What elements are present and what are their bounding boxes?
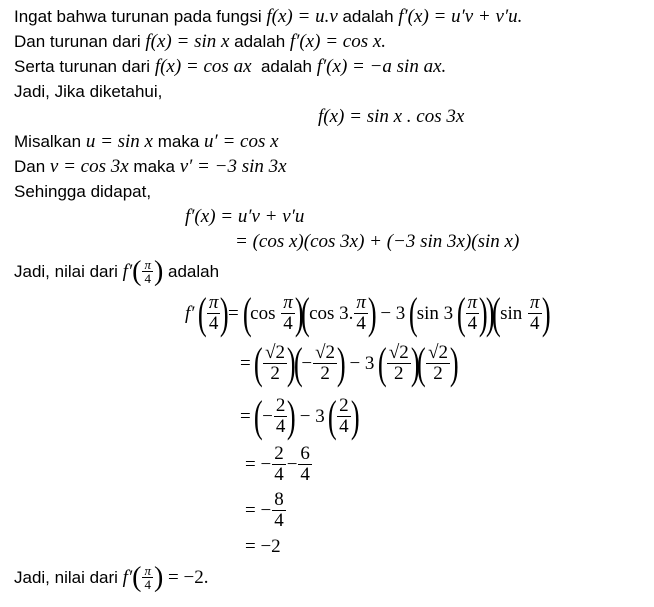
- math: f′(x) = −a sin ax.: [316, 56, 447, 77]
- math: f′: [122, 260, 133, 282]
- text: adalah: [229, 32, 290, 51]
- math: f(x) = sin x: [145, 31, 230, 52]
- math: cos 3.: [309, 302, 354, 324]
- paren: ): [286, 338, 296, 388]
- num: π: [530, 292, 540, 313]
- fraction: [272, 444, 286, 485]
- math: f(x) = u.v: [266, 6, 338, 27]
- num: 2: [274, 443, 284, 464]
- den: 4: [144, 271, 151, 286]
- line-conclusion: [14, 561, 209, 593]
- paren: (: [254, 391, 264, 441]
- num: 2: [339, 395, 349, 416]
- den: 2: [394, 363, 404, 384]
- derivative-expanded: = (cos x)(cos 3x) + (−3 sin 3x)(sin x): [235, 231, 520, 252]
- den: 2: [433, 363, 443, 384]
- num: π: [144, 563, 151, 578]
- math: v′ = −3 sin 3x: [179, 156, 287, 177]
- num: π: [208, 292, 219, 313]
- paren: ): [220, 288, 230, 338]
- paren: (: [328, 391, 338, 441]
- den: 2: [270, 363, 280, 384]
- den: 2: [320, 363, 330, 384]
- math: − 3: [295, 405, 330, 427]
- math: f′: [185, 302, 200, 324]
- step-1: [185, 288, 551, 338]
- num: 6: [300, 443, 310, 464]
- given-function: f(x) = sin x . cos 3x: [318, 106, 465, 127]
- derivative-formula: f′(x) = u′v + v′u: [185, 206, 305, 227]
- fraction: [354, 293, 368, 334]
- paren: ): [541, 288, 551, 338]
- den: 4: [274, 464, 284, 485]
- paren: ): [294, 288, 304, 338]
- text: adalah: [163, 261, 220, 281]
- den: 4: [467, 313, 478, 334]
- num: π: [144, 257, 151, 272]
- fraction: [142, 564, 153, 591]
- text: maka: [153, 132, 205, 151]
- fraction: [313, 343, 337, 384]
- paren: (: [408, 288, 418, 338]
- text: Dan turunan dari: [14, 32, 146, 51]
- num: π: [356, 292, 366, 313]
- line-let-v: [14, 156, 287, 178]
- num: 2: [275, 395, 286, 416]
- num: 8: [274, 489, 284, 510]
- den: 4: [144, 577, 151, 592]
- paren: ): [350, 391, 360, 441]
- step-5: [245, 490, 287, 531]
- paren: (: [378, 338, 387, 388]
- fraction: [207, 293, 221, 334]
- paren: (: [293, 338, 303, 388]
- den: 4: [339, 416, 349, 437]
- den: 4: [275, 416, 286, 437]
- paren: (: [132, 561, 142, 593]
- fraction: [263, 343, 287, 384]
- text: adalah: [251, 57, 317, 76]
- math: cos: [250, 302, 281, 324]
- math: −: [286, 453, 298, 475]
- text: Serta turunan dari: [14, 57, 155, 76]
- paren: ): [449, 338, 459, 388]
- line-thus: Sehingga didapat,: [14, 182, 152, 201]
- text: adalah: [337, 7, 399, 26]
- paren: ): [479, 288, 488, 338]
- paren: (: [242, 288, 252, 338]
- num: √2: [265, 342, 286, 363]
- line-evaluate: [14, 255, 220, 287]
- text: Misalkan: [14, 132, 86, 151]
- den: 4: [208, 313, 219, 334]
- paren: (: [492, 288, 502, 338]
- math: u′ = cos x: [204, 131, 279, 152]
- math: = −2.: [163, 566, 209, 588]
- fraction: [466, 293, 480, 334]
- den: 4: [356, 313, 366, 334]
- fraction: [387, 343, 411, 384]
- line-let-u: [14, 131, 279, 153]
- line-sin-derivative: [14, 31, 386, 53]
- step-3: [240, 391, 360, 441]
- paren: (: [301, 288, 311, 338]
- fraction: [298, 444, 312, 485]
- fraction: [426, 343, 450, 384]
- num: π: [467, 292, 478, 313]
- den: 4: [530, 313, 540, 334]
- text: maka: [128, 157, 180, 176]
- text: Ingat bahwa turunan pada fungsi: [14, 7, 267, 26]
- math: −: [262, 405, 273, 427]
- fraction: [528, 293, 542, 334]
- num: √2: [388, 342, 409, 363]
- den: 4: [283, 313, 293, 334]
- den: 4: [300, 464, 310, 485]
- line-cos-derivative: [14, 56, 446, 78]
- math: − 3: [344, 352, 380, 374]
- math: −: [260, 453, 272, 475]
- paren: ): [153, 255, 164, 287]
- step-4: [245, 444, 313, 485]
- fraction: [272, 490, 286, 531]
- math: − 3: [375, 302, 411, 324]
- math: sin: [500, 302, 527, 324]
- math: f′(x) = u′v + v′u.: [398, 6, 523, 27]
- fraction: [142, 258, 153, 285]
- num: π: [283, 292, 293, 313]
- math: −: [301, 352, 313, 374]
- text: Jadi, nilai dari: [14, 567, 123, 587]
- paren: ): [287, 391, 297, 441]
- math: =: [228, 302, 239, 324]
- paren: (: [198, 288, 207, 338]
- paren: ): [485, 288, 495, 338]
- den: 4: [274, 510, 284, 531]
- paren: (: [456, 288, 466, 338]
- paren: ): [410, 338, 420, 388]
- paren: (: [132, 255, 142, 287]
- math: =: [240, 405, 251, 427]
- fraction: [281, 293, 295, 334]
- paren: ): [367, 288, 377, 338]
- math: f(x) = cos ax: [154, 56, 252, 77]
- num: √2: [315, 342, 336, 363]
- text: Jadi, nilai dari: [14, 261, 123, 281]
- paren: ): [336, 338, 346, 388]
- math: sin 3: [416, 302, 458, 324]
- num: √2: [428, 342, 448, 363]
- math: f′(x) = cos x.: [289, 31, 387, 52]
- line-given: Jadi, Jika diketahui,: [14, 82, 163, 101]
- math: =: [240, 352, 251, 374]
- math: v = cos 3x: [49, 156, 129, 177]
- text: Dan: [14, 157, 50, 176]
- step-6: = −2: [245, 536, 281, 557]
- paren: (: [254, 338, 264, 388]
- fraction: [274, 396, 288, 437]
- math: f′: [122, 566, 133, 588]
- paren: ): [153, 561, 164, 593]
- paren: (: [417, 338, 427, 388]
- fraction: [337, 396, 351, 437]
- math: −: [260, 499, 272, 521]
- math: =: [245, 453, 256, 475]
- math: u = sin x: [85, 131, 153, 152]
- step-2: [240, 338, 459, 388]
- line-product-rule: [14, 6, 522, 28]
- math: =: [245, 499, 256, 521]
